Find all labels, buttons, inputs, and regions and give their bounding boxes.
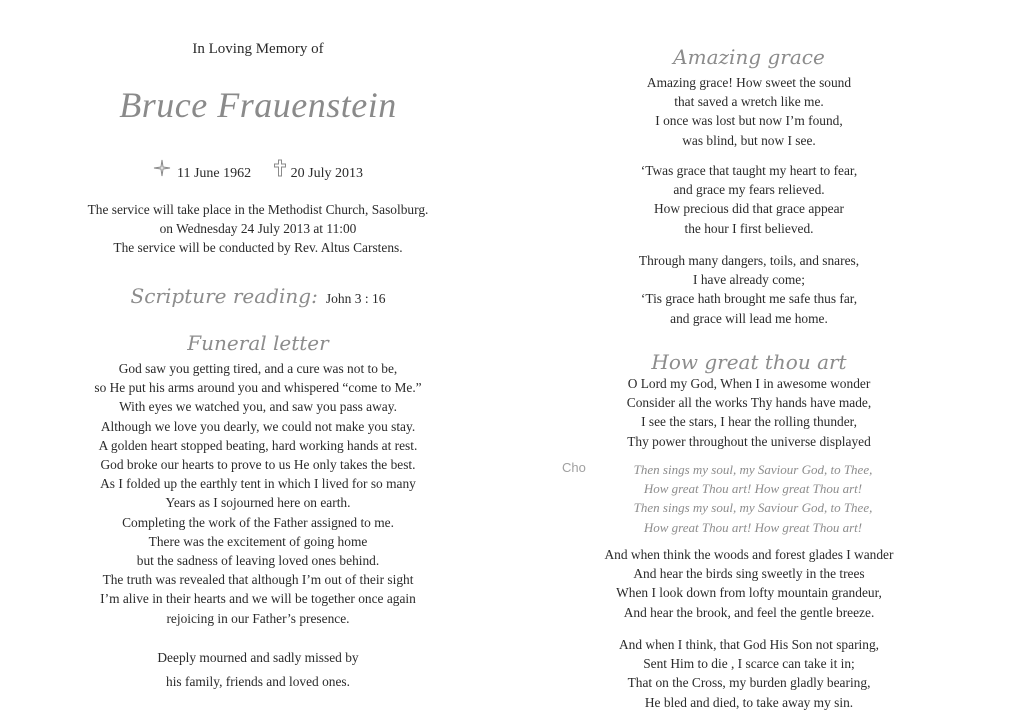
- chorus-line: Then sings my soul, my Saviour God, to Thee,: [633, 462, 873, 477]
- scripture-ref: John 3 : 16: [325, 291, 386, 306]
- lyric-line: and grace my fears relieved.: [673, 182, 825, 198]
- lyric-line: and grace will lead me home.: [670, 310, 828, 326]
- amazing-grace-title: Amazing grace: [673, 45, 825, 69]
- death-date: 20 July 2013: [290, 165, 363, 181]
- letter-line: so He put his arms around you and whispered “come to Me.”: [94, 380, 422, 396]
- service-line: The service will take place in the Methodist Church, Sasolburg.: [87, 202, 429, 217]
- service-line: on Wednesday 24 July 2013 at 11:00: [159, 221, 357, 237]
- funeral-letter: [20, 359, 496, 628]
- hg-stanza-1: [544, 374, 954, 451]
- lyric-line: I see the stars, I hear the rolling thunder,: [641, 414, 857, 430]
- chorus-line: Then sings my soul, my Saviour God, to Thee,: [633, 500, 873, 516]
- lyric-line: that saved a wretch like me.: [674, 94, 824, 110]
- star-icon: [153, 159, 171, 177]
- ag-stanza-3: [544, 251, 954, 328]
- hg-stanza-2: [544, 545, 954, 622]
- lyric-line: Consider all the works Thy hands have made,: [626, 395, 872, 411]
- letter-line: Although we love you dearly, we could not make you stay.: [100, 418, 416, 434]
- lyric-line: Through many dangers, toils, and snares,: [638, 253, 860, 268]
- ag-stanza-2: [544, 161, 954, 238]
- letter-line: A golden heart stopped beating, hard working hands at rest.: [98, 437, 418, 453]
- lyric-line: I once was lost but now I’m found,: [655, 113, 843, 129]
- lyric-line: the hour I first believed.: [684, 220, 814, 236]
- mourn-line: Deeply mourned and sadly missed by: [157, 650, 359, 665]
- lyric-line: And when think the woods and forest glades I wander: [604, 547, 894, 562]
- lyric-line: How precious did that grace appear: [654, 201, 844, 217]
- chorus-line: How great Thou art! How great Thou art!: [643, 519, 863, 535]
- funeral-letter-title: Funeral letter: [187, 331, 329, 355]
- letter-line: rejoicing in our Father’s presence.: [166, 610, 350, 626]
- letter-line: There was the excitement of going home: [148, 533, 368, 549]
- scripture-label: Scripture reading:: [130, 284, 318, 308]
- lyric-line: When I look down from lofty mountain grandeur,: [616, 585, 882, 601]
- lyric-line: O Lord my God, When I in awesome wonder: [627, 376, 871, 391]
- memory-title: In Loving Memory of: [192, 41, 324, 57]
- chorus-label: Cho: [562, 460, 586, 475]
- letter-line: With eyes we watched you, and saw you pass away.: [119, 399, 397, 415]
- lyric-line: Sent Him to die , I scarce can take it in;: [643, 656, 855, 672]
- lyric-line: ‘Tis grace hath brought me safe thus far,: [640, 291, 858, 307]
- lyric-line: Amazing grace! How sweet the sound: [646, 75, 852, 90]
- lyric-line: That on the Cross, my burden gladly bearing,: [627, 675, 871, 691]
- lyric-line: ‘Twas grace that taught my heart to fear,: [640, 163, 858, 178]
- deceased-name: Bruce Frauenstein: [119, 85, 397, 125]
- lyric-line: Thy power throughout the universe displayed: [627, 433, 871, 449]
- lyric-line: He bled and died, to take away my sin.: [644, 694, 854, 710]
- letter-line: God broke our hearts to prove to us He only takes the best.: [100, 457, 416, 473]
- mourn-line: his family, friends and loved ones.: [166, 674, 350, 689]
- dates-row: [20, 159, 496, 182]
- cross-icon: [273, 159, 287, 177]
- hg-stanza-3: [544, 635, 954, 712]
- letter-line: I’m alive in their hearts and we will be together once again: [100, 591, 416, 607]
- lyric-line: And when I think, that God His Son not sparing,: [619, 637, 879, 652]
- chorus-block: [548, 460, 958, 537]
- lyric-line: And hear the brook, and feel the gentle breeze.: [623, 604, 875, 620]
- service-line: The service will be conducted by Rev. Altus Carstens.: [113, 240, 403, 256]
- letter-line: but the sadness of leaving loved ones behind.: [136, 553, 380, 569]
- scripture-reading: [20, 284, 496, 308]
- letter-line: God saw you getting tired, and a cure was not to be,: [118, 361, 398, 376]
- birth-date: 11 June 1962: [177, 165, 252, 181]
- lyric-line: And hear the birds sing sweetly in the trees: [633, 566, 865, 582]
- letter-line: As I folded up the earthly tent in which I lived for so many: [100, 476, 416, 492]
- chorus-line: How great Thou art! How great Thou art!: [643, 481, 863, 497]
- mourning-note: [20, 646, 496, 694]
- how-great-title: How great thou art: [651, 350, 847, 374]
- ag-stanza-1: [544, 73, 954, 150]
- letter-line: Completing the work of the Father assigned to me.: [122, 514, 394, 530]
- letter-line: Years as I sojourned here on earth.: [165, 495, 351, 511]
- lyric-line: I have already come;: [693, 272, 805, 288]
- lyric-line: was blind, but now I see.: [682, 132, 816, 148]
- service-info: [20, 200, 496, 258]
- letter-line: The truth was revealed that although I’m out of their sight: [102, 572, 414, 588]
